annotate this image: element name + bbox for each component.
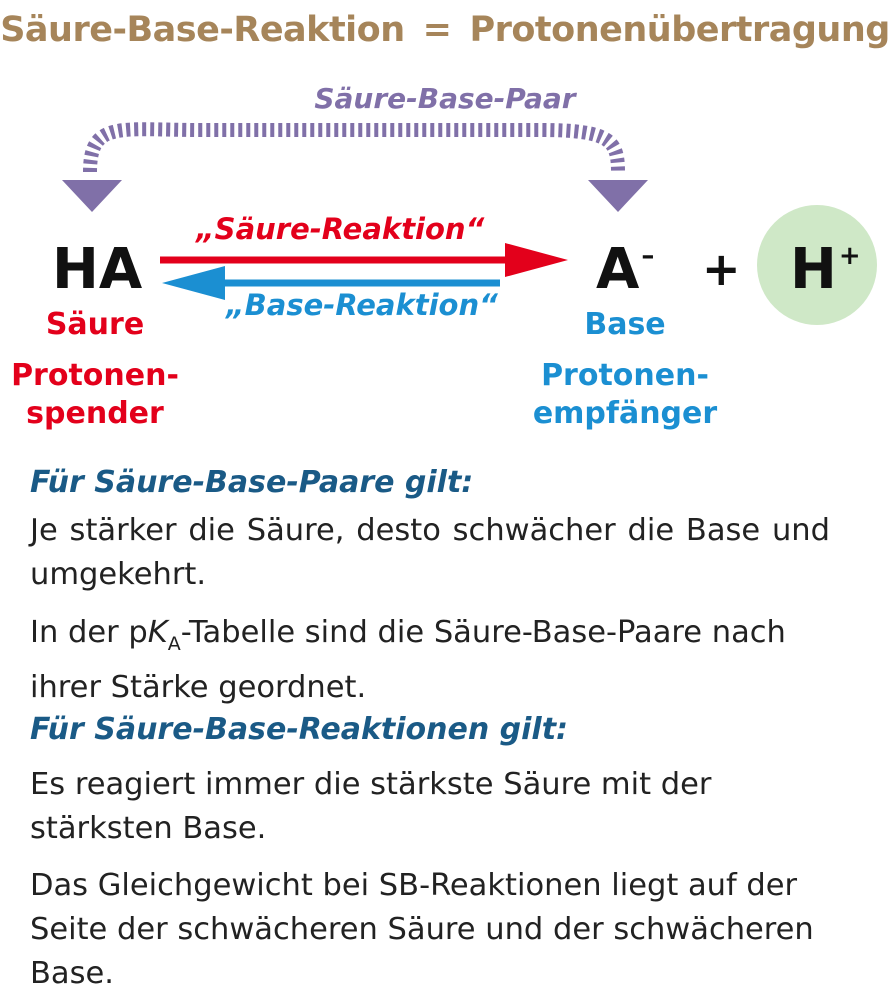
strongest-reaction-paragraph: Es reagiert immer die stärkste Säure mit der stärksten Base. [30,767,712,846]
plus-sign: + [702,242,741,296]
proton-symbol: H [790,237,837,302]
proton-charge: + [838,241,861,271]
base-charge: – [641,241,655,271]
base-role-label: Base [584,307,666,342]
pka-table-paragraph [30,611,830,710]
pairs-rule-paragraph: Je stärker die Säure, desto schwächer die Base und umgekehrt. [30,513,830,592]
acid-reaction-label: „Säure-Reaktion“ [196,212,485,246]
base-reaction-arrowhead [162,266,225,300]
title-right: Protonenübertragung [469,10,890,50]
acid-description-line1: Protonen- [11,358,179,393]
acid-description-line2: spender [26,396,164,431]
pka-text-pre: In der p [30,615,148,650]
title-equals: = [422,10,452,50]
pair-arc-path [90,129,618,172]
pka-subscript: A [167,633,181,655]
base-formula [596,237,655,302]
base-description-line1: Protonen- [541,358,709,393]
reactions-heading: Für Säure-Base-Reaktionen gilt: [30,712,569,747]
acid-formula: HA [52,237,143,302]
base-description [510,357,740,433]
pka-text-post: -Tabelle sind die Säure-Base-Paare nach ihrer Stärke geordnet. [30,615,786,705]
pairs-heading: Für Säure-Base-Paare gilt: [30,465,474,500]
acid-reaction-arrowhead [505,243,568,277]
acid-description [0,357,190,433]
title-left: Säure-Base-Reaktion [0,10,405,50]
pka-k: K [147,615,168,650]
arc-arrowhead-right [588,180,648,212]
acid-role-label: Säure [45,307,145,342]
base-formula-symbol: A [596,237,640,302]
arc-arrowhead-left [62,180,122,212]
acid-base-pair-label: Säure-Base-Paar [314,82,576,115]
equilibrium-paragraph: Das Gleichgewicht bei SB-Reaktionen liegt auf der Seite der schwächeren Säure und der schwächeren Base. [30,868,814,991]
base-reaction-label: „Base-Reaktion“ [226,288,498,322]
base-description-line2: empfänger [532,396,718,431]
proton-formula [790,237,861,302]
